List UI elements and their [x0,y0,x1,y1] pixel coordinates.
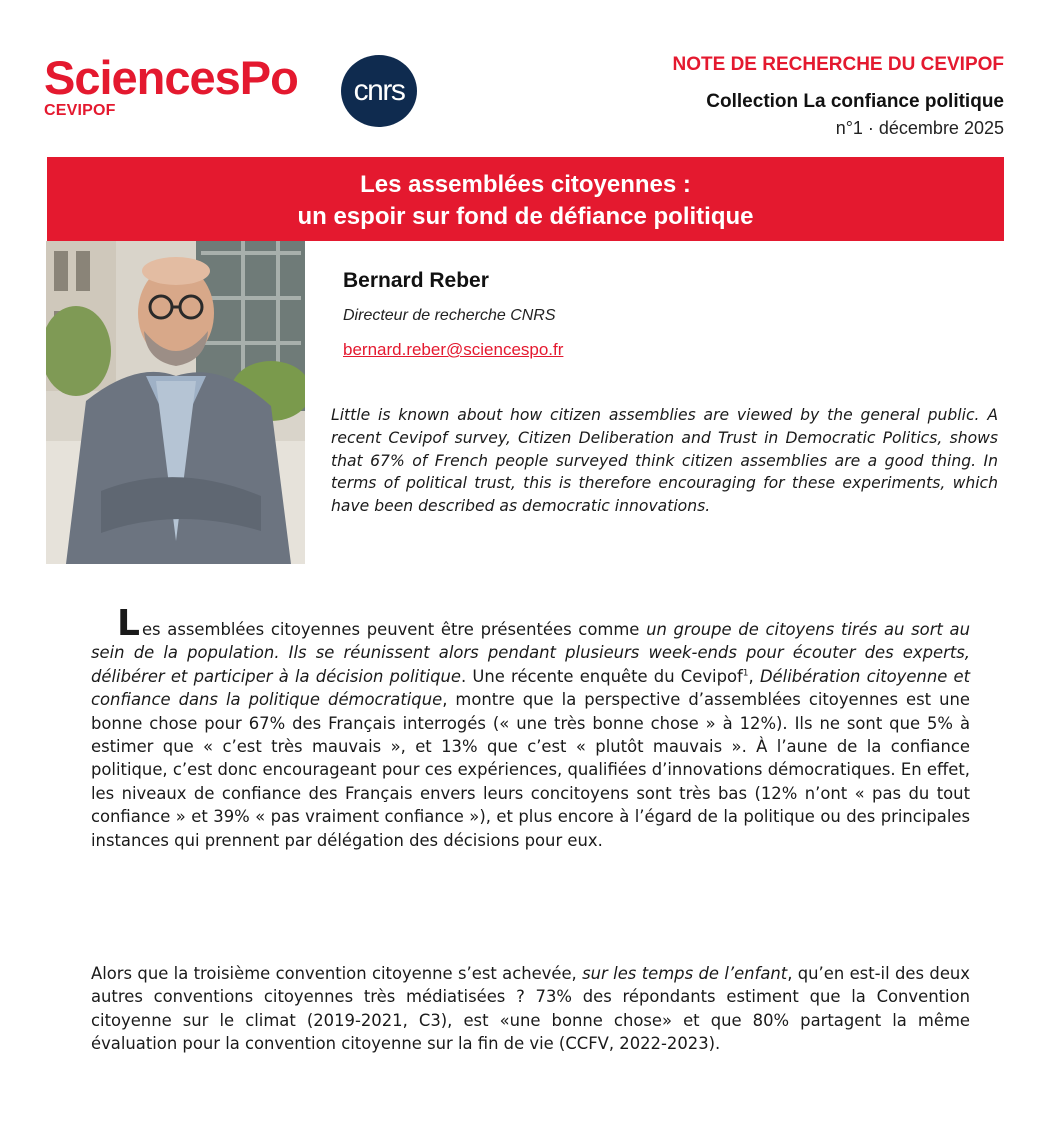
sciencespo-logo [44,52,298,120]
p2-italic-1: sur les temps de l’enfant [582,964,788,983]
note-header [673,54,1004,139]
author-role: Directeur de recherche CNRS [343,307,556,324]
p1-italic-1: un groupe de citoyens tirés au sort au sein de la population. Ils se réunissent alors pendant plusieurs week-ends pour écouter des experts, délibérer et participer à la décision politique [91,620,970,686]
body-paragraph-2 [91,962,970,1056]
p2-text-2: , qu’en est-il des deux autres conventions citoyennes très médiatisées ? 73% des répondants estiment que la Convention citoyenne sur le climat (2019-2021, C3), est «une bonne chose» et que 80% partagent la même évaluation pour la convention citoyenne sur la fin de vie (CCFV, 2022-2023). [91,964,970,1054]
author-photo [46,241,305,564]
body-paragraph-1 [91,603,971,852]
author-name: Bernard Reber [343,269,489,292]
author-email-link[interactable]: bernard.reber@sciencespo.fr [343,340,564,359]
footnote-ref-1[interactable]: 1 [742,668,749,679]
cnrs-logo: cnrs [341,55,417,127]
banner-line-1: Les assemblées citoyennes : [360,171,691,198]
p1-text-4: , montre que la perspective d’assemblées citoyennes est une bonne chose pour 67% des Français interrogés (« une très bonne chose » à 12%). Ils ne sont que 5% à estimer que « c’est très mauvais », et 13% que c’est « plutôt mauvais ». À l’aune de la confiance politique, c’est donc encourageant pour ces expériences, qualifiées d’innovations démocratiques. En effet, les niveaux de confiance des Français envers leurs concitoyens sont très bas (12% n’ont « pas du tout confiance » et 39% « pas vraiment confiance »), et plus encore à l’égard de la politique ou des principales instances qui prennent par délégation des décisions pour eux. [91,690,970,850]
banner-line-2: un espoir sur fond de défiance politique [297,203,754,230]
title-banner [47,157,1004,241]
issue-number: n°1 · décembre 2025 [835,118,1004,138]
p1-text-1: es assemblées citoyennes peuvent être présentées comme [141,620,647,639]
note-title: NOTE DE RECHERCHE DU CEVIPOF [672,54,1004,75]
drop-cap: L [117,603,140,644]
p1-italic-2: Délibération citoyenne et confiance dans la politique démocratique [91,666,971,710]
p1-text-3: , [748,666,760,686]
p2-text-1: Alors que la troisième convention citoyenne s’est achevée, [91,964,583,983]
p1-text-2: . Une récente enquête du Cevipof [460,666,743,686]
logo-main-text: SciencesPo [44,51,298,104]
collection-title: Collection La confiance politique [706,91,1004,112]
author-block [343,268,563,360]
english-abstract: Little is known about how citizen assemblies are viewed by the general public. A recent Cevipof survey, Citizen Deliberation and Trust in Democratic Politics, shows that 67% of French people surveyed think citizen assemblies are a good thing. In terms of political trust, this is therefore encouraging for these experiments, which have been described as democratic innovations. [331,406,998,516]
logo-sub-text: CEVIPOF [44,102,116,119]
